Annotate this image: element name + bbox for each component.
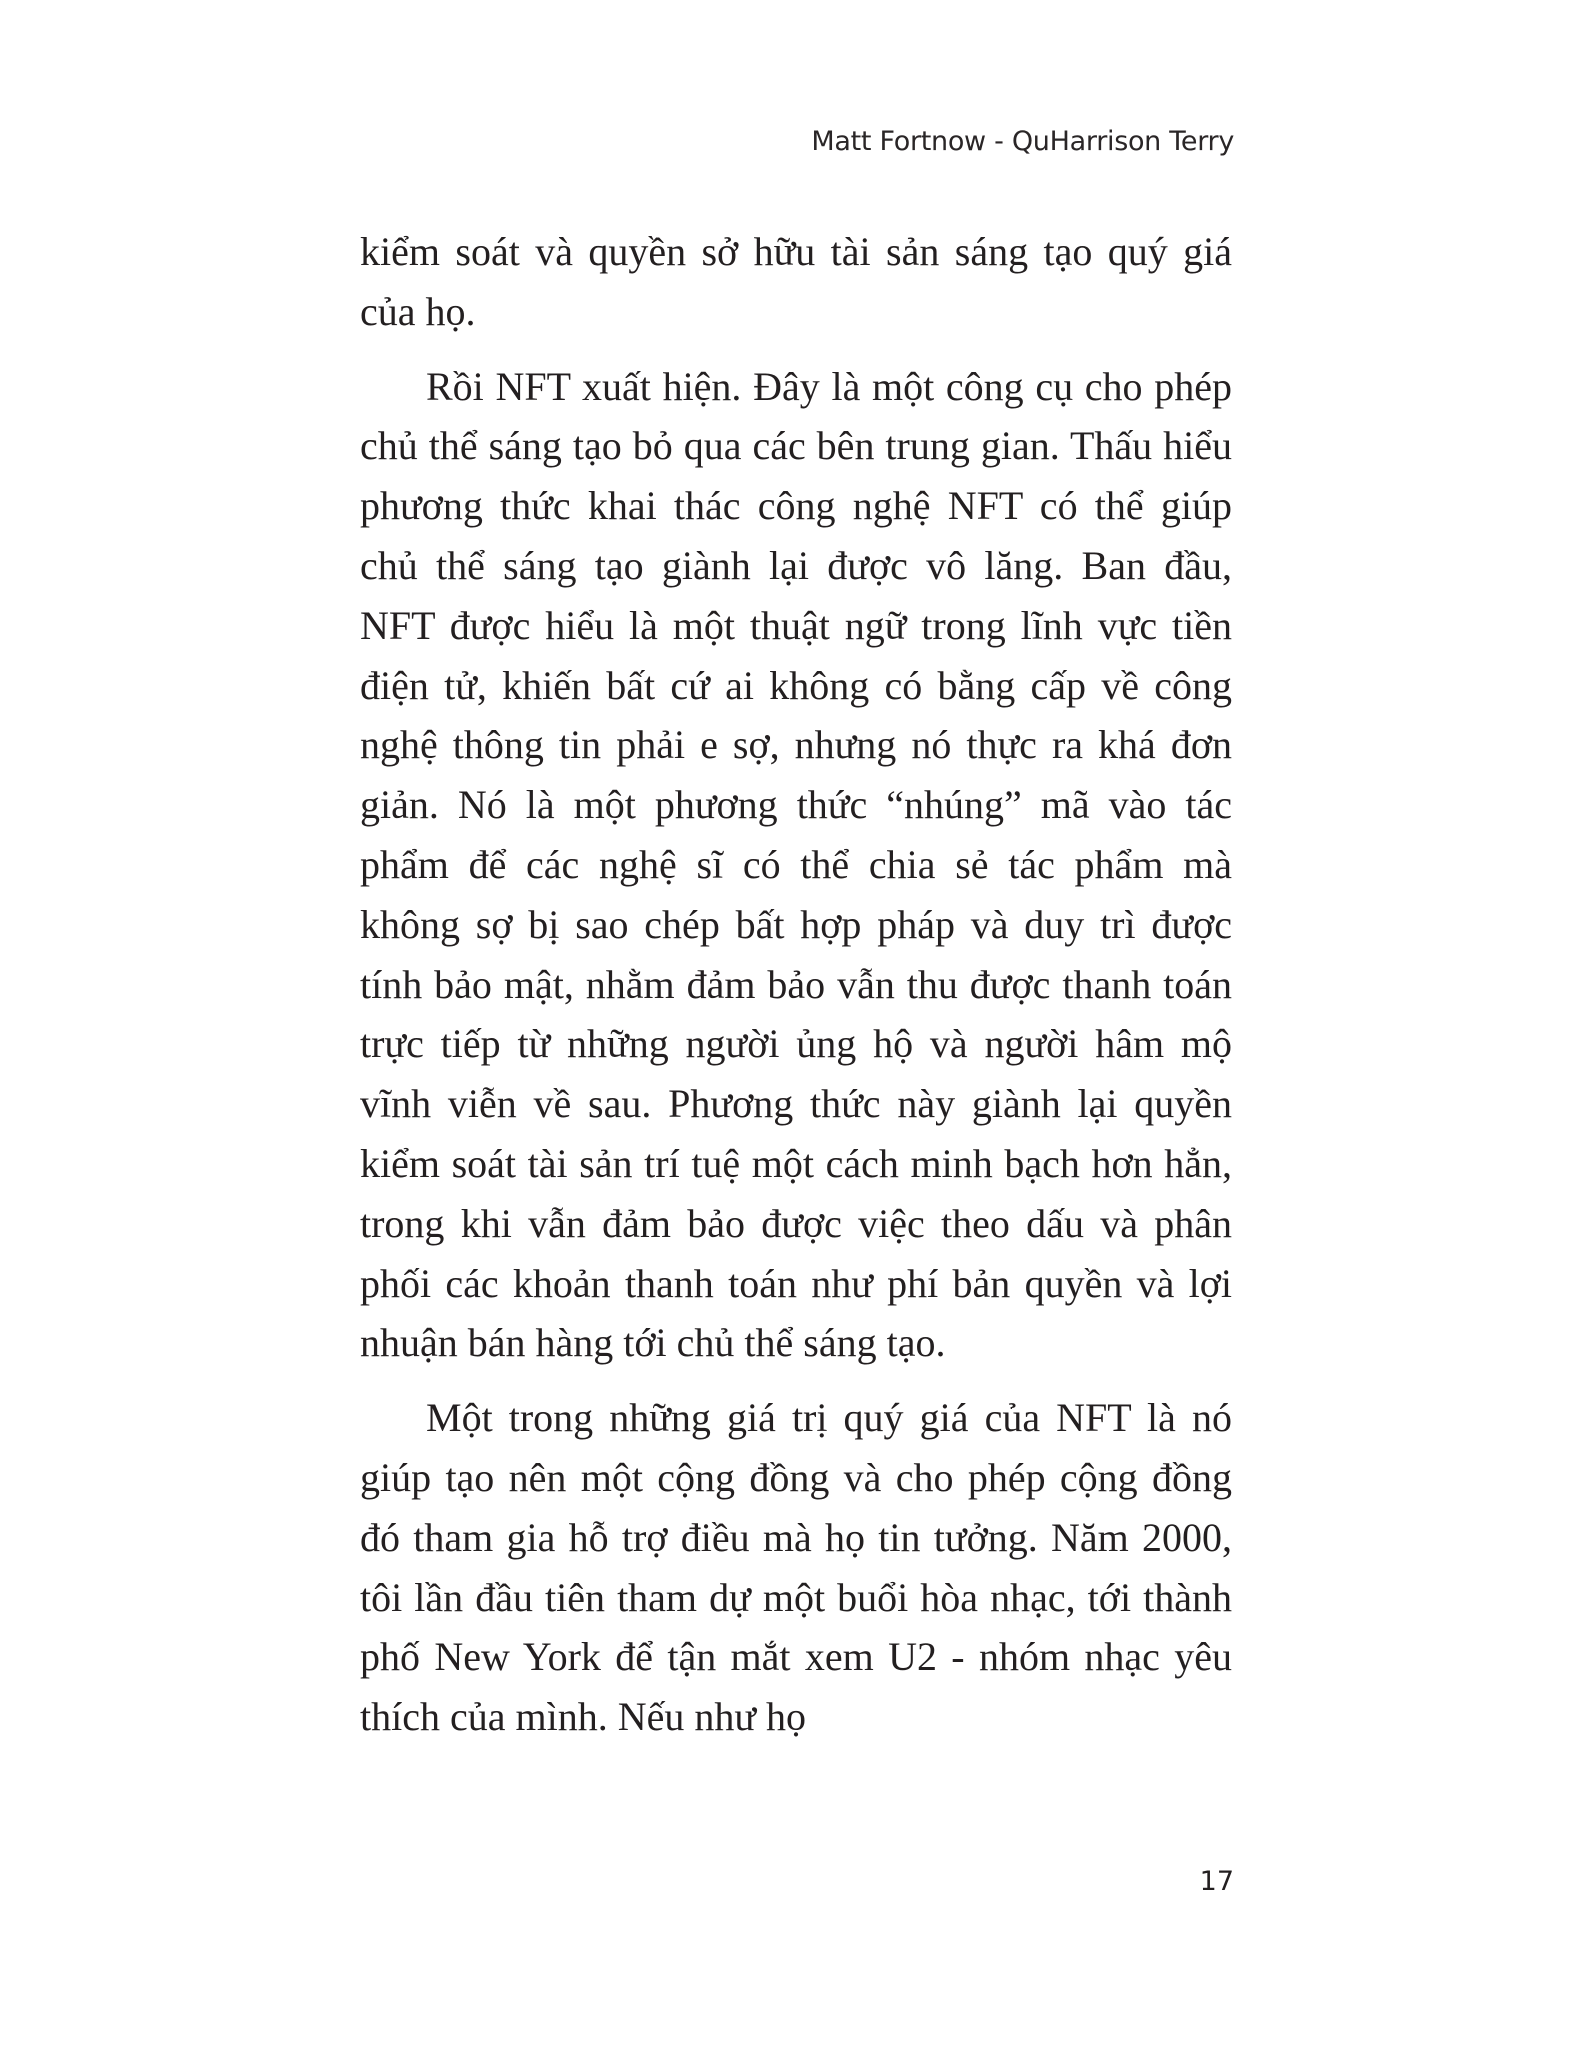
paragraph-nft-intro: Rồi NFT xuất hiện. Đây là một công cụ cho phép chủ thể sáng tạo bỏ qua các bên trung gian. Thấu hiểu phương thức khai thác công nghệ NFT có thể giúp chủ thể sáng tạo giành lại được vô lăng. Ban đầu, NFT được hiểu là một thuật ngữ trong lĩnh vực tiền điện tử, khiến bất cứ ai không có bằng cấp về công nghệ thông tin phải e sợ, nhưng nó thực ra khá đơn giản. Nó là một phương thức “nhúng” mã vào tác phẩm để các nghệ sĩ có thể chia sẻ tác phẩm mà không sợ bị sao chép bất hợp pháp và duy trì được tính bảo mật, nhằm đảm bảo vẫn thu được thanh toán trực tiếp từ những người ủng hộ và người hâm mộ vĩnh viễn về sau. Phương thức này giành lại quyền kiểm soát tài sản trí tuệ một cách minh bạch hơn hẳn, trong khi vẫn đảm bảo được việc theo dấu và phân phối các khoản thanh toán như phí bản quyền và lợi nhuận bán hàng tới chủ thể sáng tạo. xyxy=(360,363,1232,1366)
page-number: 17 xyxy=(1199,1866,1234,1897)
paragraph-community-value: Một trong những giá trị quý giá của NFT là nó giúp tạo nên một cộng đồng và cho phép cộng đồng đó tham gia hỗ trợ điều mà họ tin tưởng. Năm 2000, tôi lần đầu tiên tham dự một buổi hòa nhạc, tới thành phố New York để tận mắt xem U2 - nhóm nhạc yêu thích của mình. Nếu như họ xyxy=(360,1395,1232,1740)
paragraph-continuation: kiểm soát và quyền sở hữu tài sản sáng tạo quý giá của họ. xyxy=(360,229,1232,334)
running-header-authors: Matt Fortnow - QuHarrison Terry xyxy=(811,126,1234,157)
body-text xyxy=(360,222,1232,1747)
